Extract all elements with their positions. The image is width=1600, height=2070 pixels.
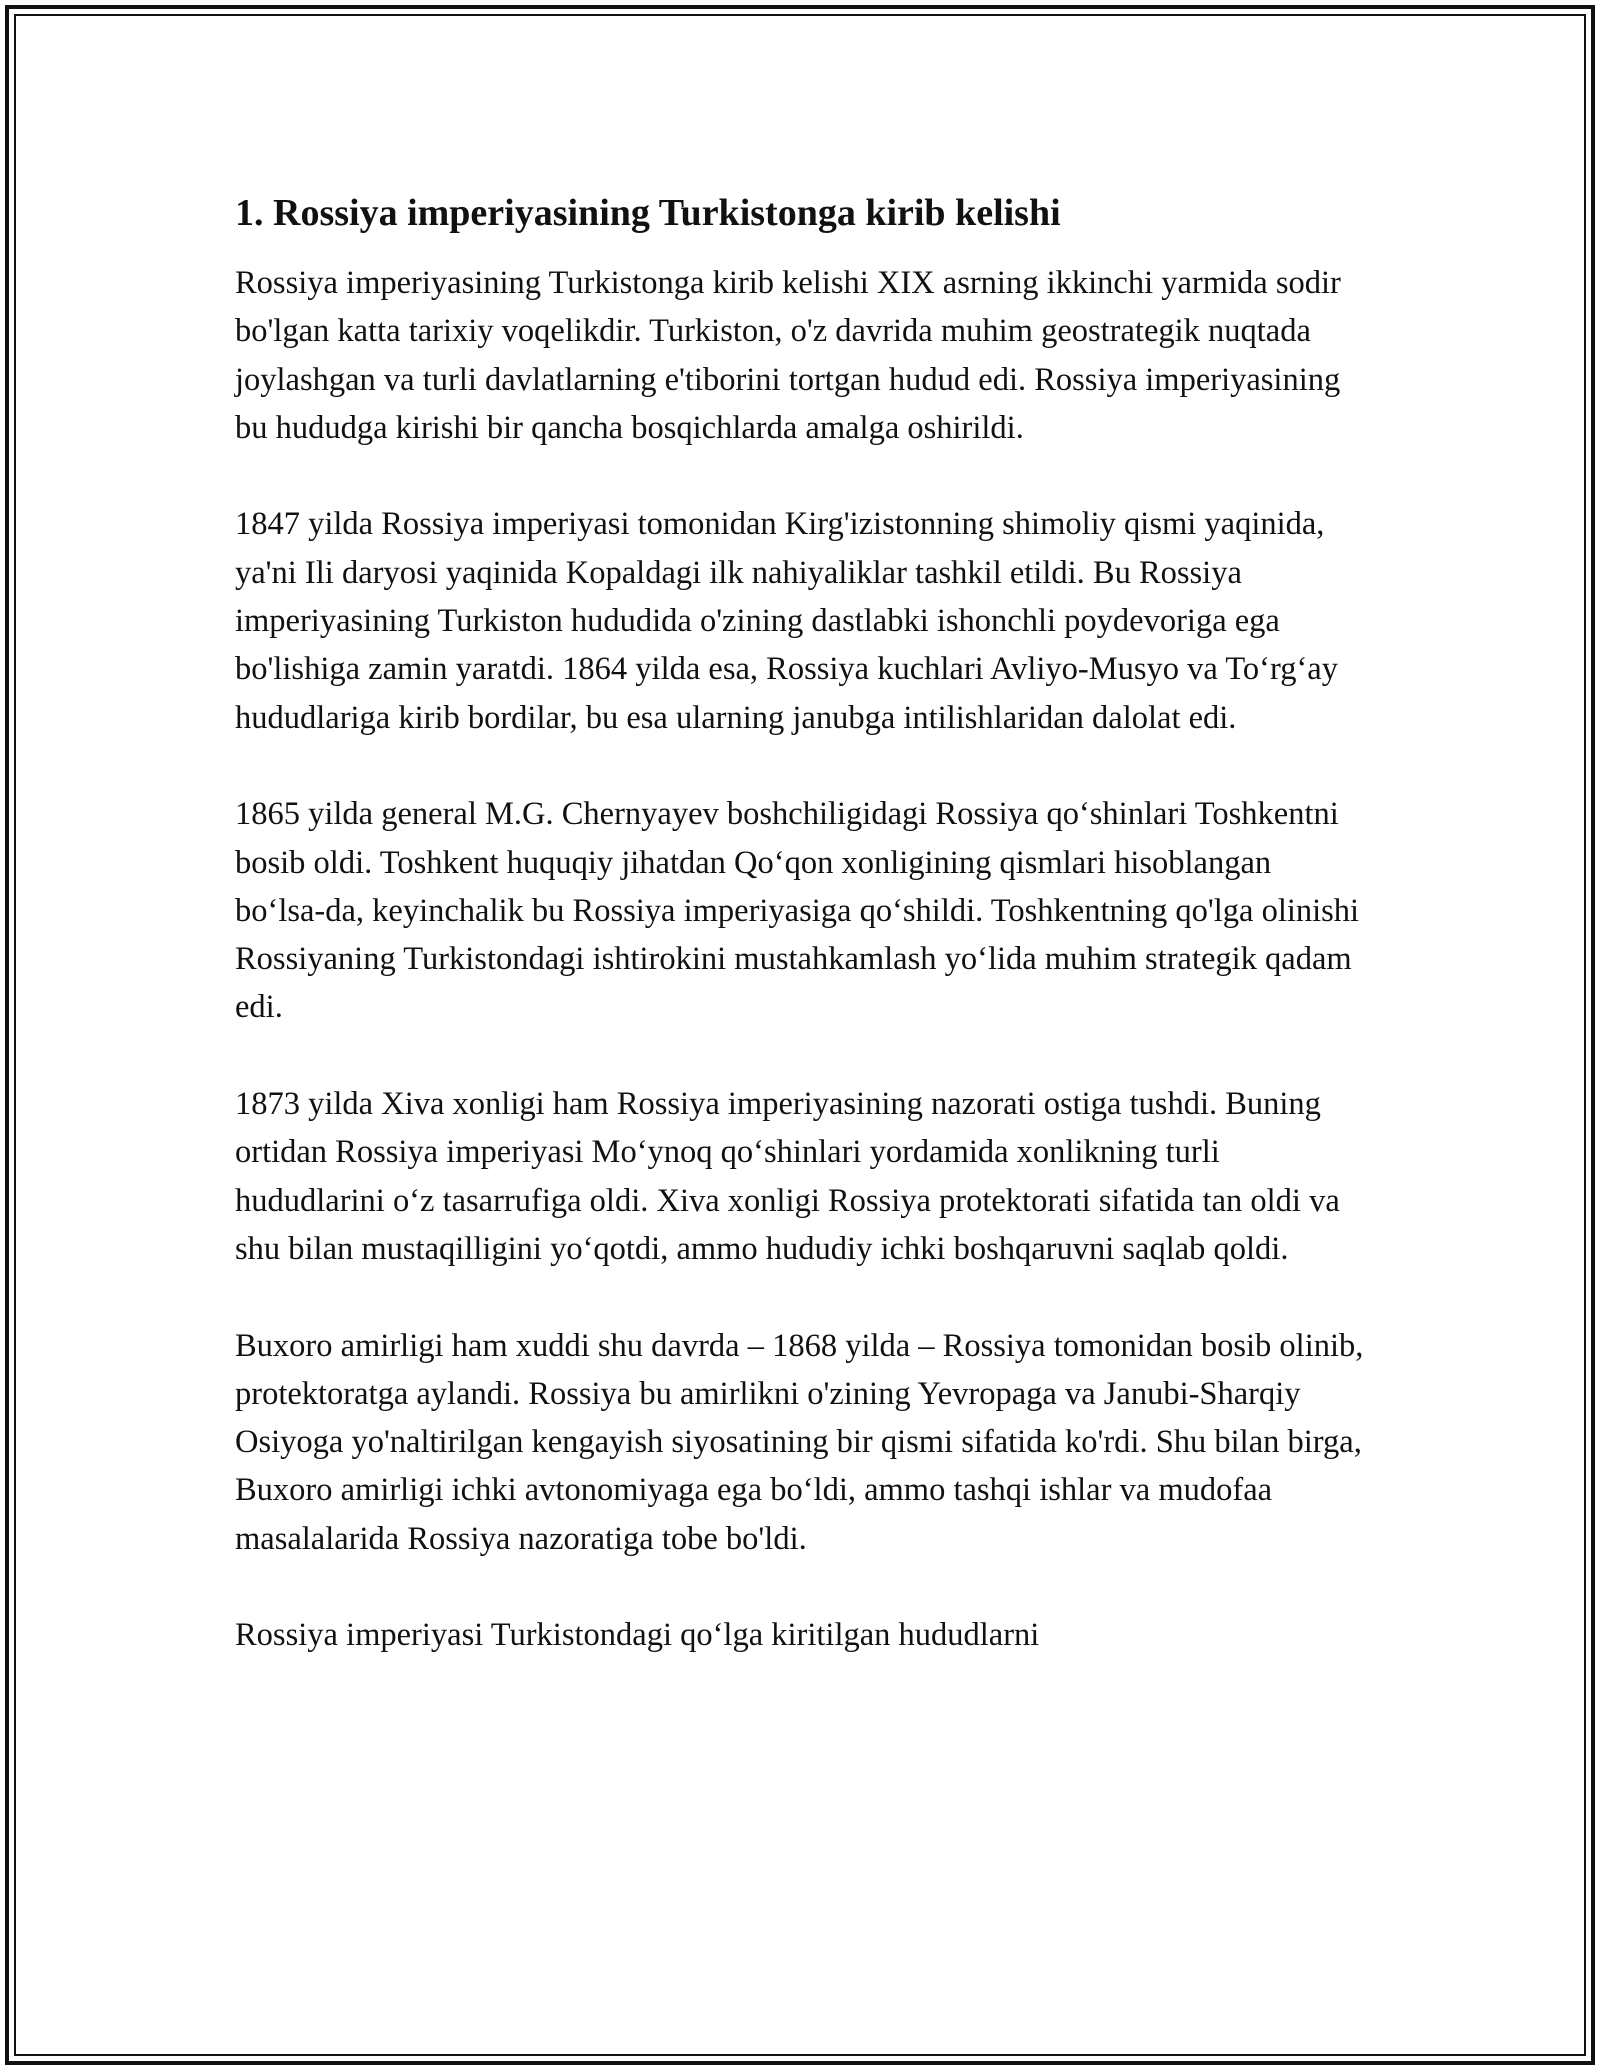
document-body: [235, 188, 1365, 1708]
paragraph-1847: 1847 yilda Rossiya imperiyasi tomonidan Kirg'izistonning shimoliy qismi yaqinida, ya'ni Ili daryosi yaqinida Kopaldagi ilk nahiyaliklar tashkil etildi. Bu Rossiya imperiyasining Turkiston hududida o'zining dastlabki ishonchli poydevoriga ega bo'lishiga zamin yaratdi. 1864 yilda esa, Rossiya kuchlari Avliyo-Musyo va To‘rg‘ay hududlariga kirib bordilar, bu esa ularning janubga intilishlaridan dalolat edi.: [235, 506, 1338, 736]
paragraph-1873: 1873 yilda Xiva xonligi ham Rossiya imperiyasining nazorati ostiga tushdi. Buning ortidan Rossiya imperiyasi Mo‘ynoq qo‘shinlari yordamida xonlikning turli hududlarini o‘z tasarrufiga oldi. Xiva xonligi Rossiya protektorati sifatida tan oldi va shu bilan mustaqilligini yo‘qotdi, ammo hududiy ichki boshqaruvni saqlab qoldi.: [235, 1086, 1340, 1267]
paragraph-closing: Rossiya imperiyasi Turkistondagi qo‘lga kiritilgan hududlarni: [235, 1617, 1040, 1654]
paragraph-buxoro: Buxoro amirligi ham xuddi shu davrda – 1868 yilda – Rossiya tomonidan bosib olinib, protektoratga aylandi. Rossiya bu amirlikni o'zining Yevropaga va Janubi-Sharqiy Osiyoga yo'naltirilgan kengayish siyosatining bir qismi sifatida ko'rdi. Shu bilan birga, Buxoro amirligi ichki avtonomiyaga ega bo‘ldi, ammo tashqi ishlar va mudofaa masalalarida Rossiya nazoratiga tobe bo'ldi.: [235, 1327, 1364, 1557]
paragraph-intro: Rossiya imperiyasining Turkistonga kirib kelishi XIX asrning ikkinchi yarmida sodir bo'lgan katta tarixiy voqelikdir. Turkiston, o'z davrida muhim geostrategik nuqtada joylashgan va turli davlatlarning e'tiborini tortgan hudud edi. Rossiya imperiyasining bu hududga kirishi bir qancha bosqichlarda amalga oshirildi.: [235, 265, 1341, 446]
document-title: 1. Rossiya imperiyasining Turkistonga kirib kelishi: [235, 192, 1061, 234]
paragraph-1865: 1865 yilda general M.G. Chernyayev boshchiligidagi Rossiya qo‘shinlari Toshkentni bosib oldi. Toshkent huquqiy jihatdan Qo‘qon xonligining qismlari hisoblangan bo‘lsa-da, keyinchalik bu Rossiya imperiyasiga qo‘shildi. Toshkentning qo'lga olinishi Rossiyaning Turkistondagi ishtirokini mustahkamlash yo‘lida muhim strategik qadam edi.: [235, 796, 1360, 1026]
